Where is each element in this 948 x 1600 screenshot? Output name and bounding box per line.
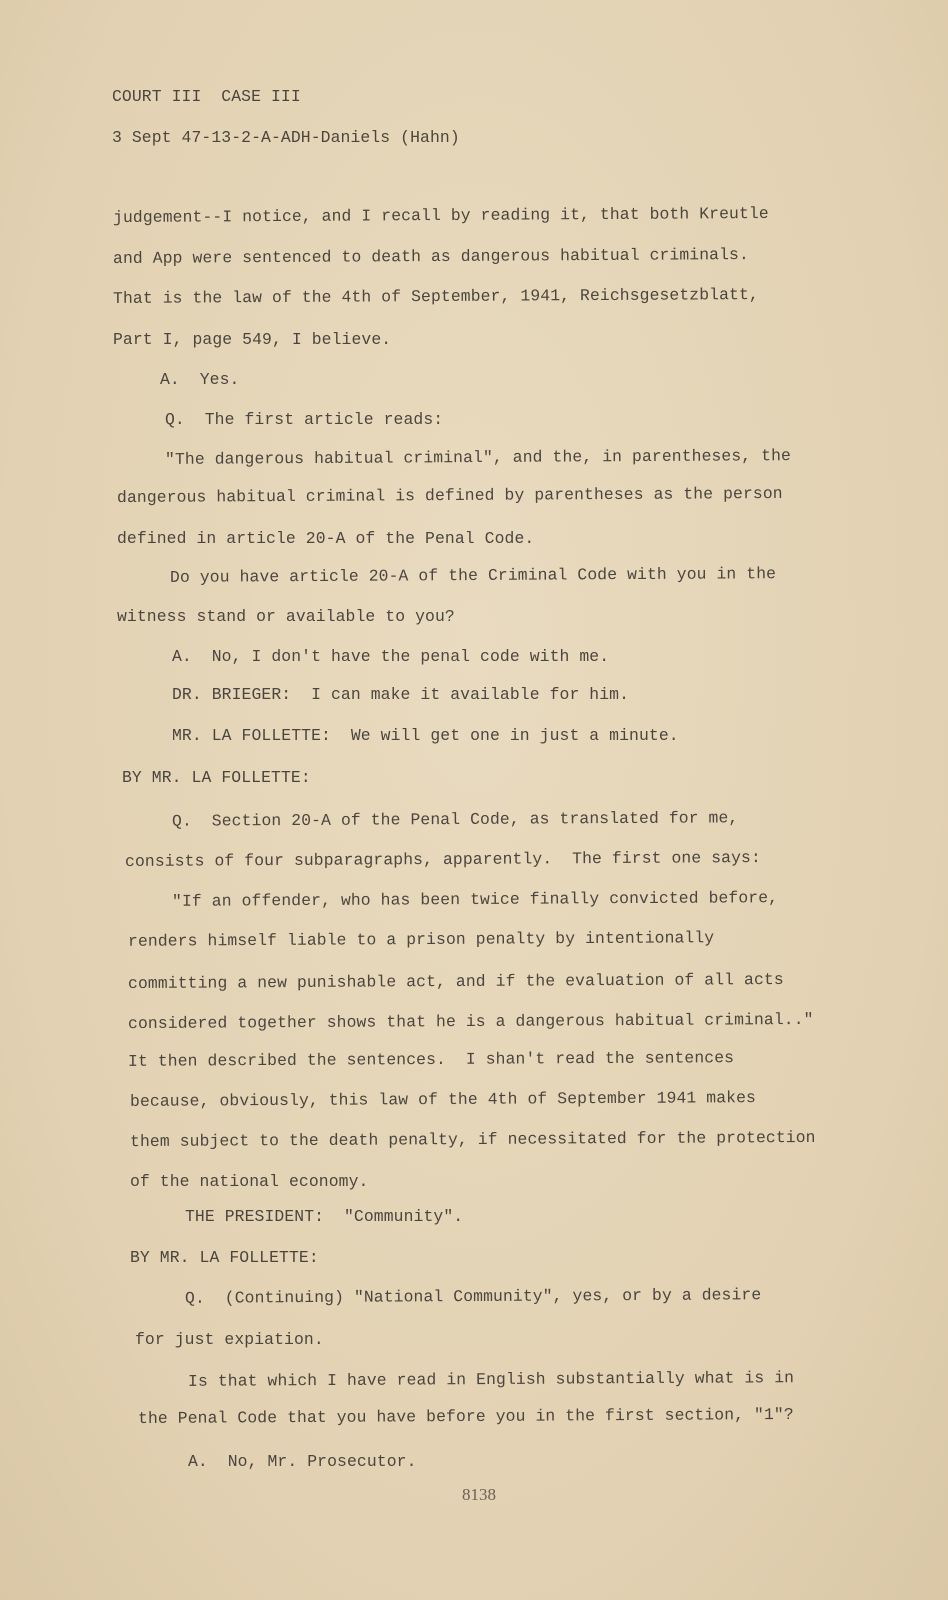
court-header: COURT III CASE III (112, 87, 301, 106)
text-line: consists of four subparagraphs, apparently. The first one says: (124, 848, 761, 871)
text-line: and App were sentenced to death as dangerous habitual criminals. (112, 245, 749, 268)
text-line: A. No, Mr. Prosecutor. (188, 1452, 417, 1471)
text-line: Do you have article 20-A of the Criminal Code with you in the (169, 564, 777, 587)
text-line: because, obviously, this law of the 4th of September 1941 makes (129, 1088, 757, 1111)
text-line: judgement--I notice, and I recall by reading it, that both Kreutle (112, 203, 769, 228)
text-line: DR. BRIEGER: I can make it available for him. (172, 685, 630, 704)
text-line: Part I, page 549, I believe. (113, 330, 392, 349)
text-line: THE PRESIDENT: "Community". (185, 1207, 464, 1226)
session-header: 3 Sept 47-13-2-A-ADH-Daniels (Hahn) (112, 128, 460, 147)
text-line: them subject to the death penalty, if necessitated for the protection (129, 1127, 816, 1152)
text-line: A. No, I don't have the penal code with me. (172, 647, 610, 666)
text-line: That is the law of the 4th of September, 1941, Reichsgesetzblatt, (112, 285, 759, 308)
text-line: dangerous habitual criminal is defined by parentheses as the person (116, 483, 783, 508)
text-line: the Penal Code that you have before you in the first section, "1"? (137, 1404, 794, 1429)
text-line: A. Yes. (160, 370, 240, 389)
text-line: defined in article 20-A of the Penal Code. (117, 529, 535, 548)
text-line: committing a new punishable act, and if the evaluation of all acts (127, 969, 784, 994)
text-line: MR. LA FOLLETTE: We will get one in just a minute. (172, 726, 679, 745)
text-line: Q. (Continuing) "National Community", yes, or by a desire (184, 1285, 762, 1308)
text-line: BY MR. LA FOLLETTE: (130, 1248, 319, 1267)
text-line: renders himself liable to a prison penalty by intentionally (127, 928, 715, 951)
text-line: BY MR. LA FOLLETTE: (122, 768, 311, 787)
text-line: It then described the sentences. I shan't read the sentences (127, 1048, 735, 1071)
page-number: 8138 (462, 1485, 496, 1504)
text-line: Q. The first article reads: (165, 410, 444, 429)
text-line: Is that which I have read in English substantially what is in (187, 1368, 795, 1391)
text-line: "The dangerous habitual criminal", and the, in parentheses, the (164, 446, 792, 469)
text-line: considered together shows that he is a dangerous habitual criminal.." (127, 1009, 814, 1034)
text-line: for just expiation. (135, 1330, 324, 1349)
text-line: witness stand or available to you? (117, 607, 455, 626)
text-line: Q. Section 20-A of the Penal Code, as translated for me, (171, 808, 739, 831)
text-line: "If an offender, who has been twice finally convicted before, (171, 888, 779, 911)
text-line: of the national economy. (130, 1172, 369, 1191)
